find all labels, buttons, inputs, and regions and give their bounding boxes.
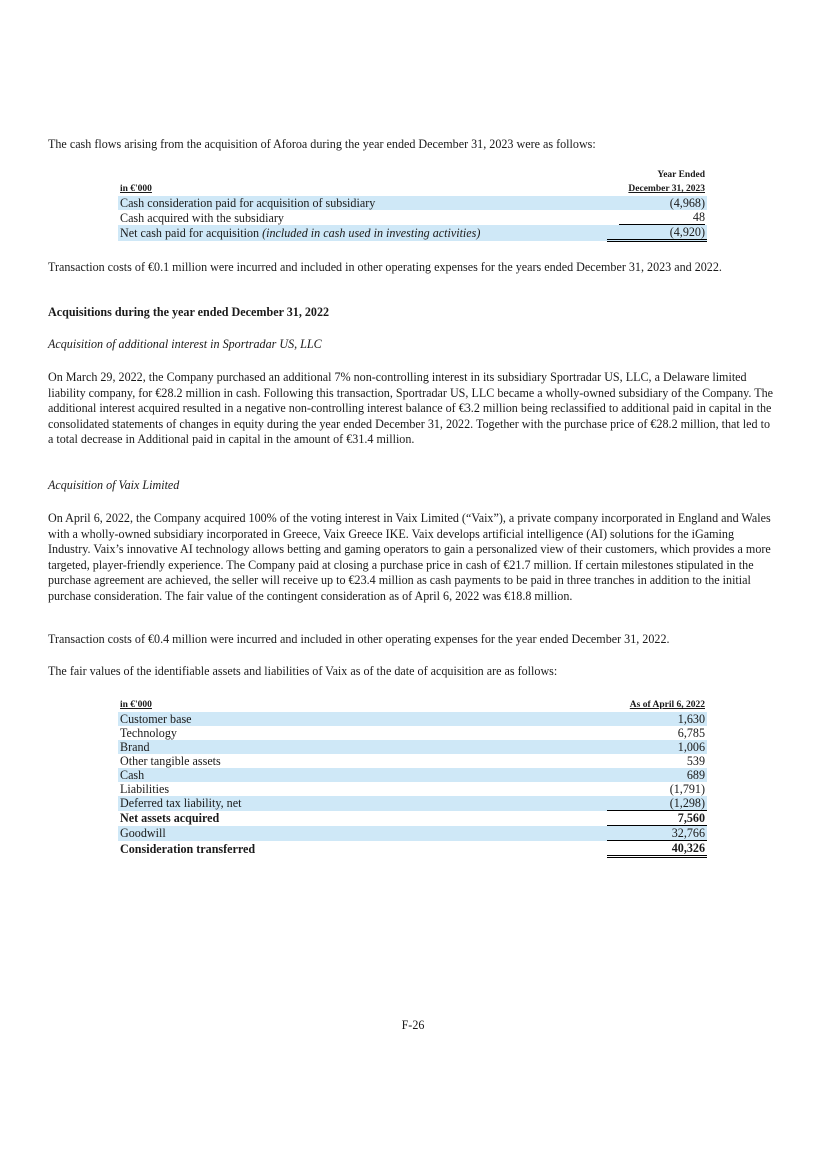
row-value: 7,560 bbox=[677, 811, 705, 825]
table-row bbox=[118, 826, 707, 841]
row-label: Brand bbox=[118, 740, 607, 754]
table-row bbox=[118, 712, 707, 726]
column-header-unit: in €'000 bbox=[120, 184, 152, 194]
row-label: Goodwill bbox=[118, 826, 607, 841]
row-label-text: Net cash paid for acquisition bbox=[120, 225, 260, 240]
table-row-subtotal bbox=[118, 811, 707, 826]
table-row bbox=[118, 754, 707, 768]
row-value: 1,006 bbox=[607, 740, 707, 754]
row-label: Cash consideration paid for acquisition of subsidiary bbox=[118, 196, 607, 210]
transaction-costs-2023: Transaction costs of €0.1 million were incurred and included in other operating expenses for the years ended December 31, 2023 and 2022. bbox=[48, 260, 722, 274]
header-line-2: December 31, 2023 bbox=[628, 184, 705, 194]
row-value: 539 bbox=[686, 754, 705, 768]
vaix-paragraph: On April 6, 2022, the Company acquired 100% of the voting interest in Vaix Limited (“Vaix”), a private company incorporated in England and Wales with a wholly-owned subsidiary incorporated in Greece, Vaix Greece IKE. Vaix develops artificial intelligence (AI) solutions for the iGaming Industry. Vaix’s innovative AI technology allows betting and gaming operators to gain a personalized view of their customers, which provides a more targeted, player-friendly experience. The Company paid at closing a purchase price in cash of €21.7 million. If certain milestones stipulated in the purchase agreement are achieved, the seller will receive up to €23.4 million as cash payments to be paid in three tranches in addition to the initial purchase consideration. The fair value of the contingent consideration as of April 6, 2022 was €18.8 million. bbox=[48, 511, 771, 603]
row-label: Consideration transferred bbox=[120, 841, 256, 856]
column-header-period bbox=[607, 168, 707, 196]
table-row bbox=[118, 196, 707, 210]
table-header bbox=[118, 698, 707, 712]
row-value: (1,791) bbox=[669, 782, 705, 796]
table-row bbox=[118, 726, 707, 740]
transaction-costs-2022: Transaction costs of €0.4 million were incurred and included in other operating expenses for the year ended December 31, 2022. bbox=[48, 632, 670, 646]
vaix-fair-value-table bbox=[118, 698, 707, 858]
row-value: 1,630 bbox=[607, 712, 707, 726]
row-label: Other tangible assets bbox=[120, 754, 221, 768]
row-label: Net assets acquired bbox=[120, 811, 220, 825]
table-row bbox=[118, 796, 707, 811]
row-label: Deferred tax liability, net bbox=[118, 796, 607, 811]
row-value: 32,766 bbox=[607, 826, 707, 841]
subheading-sportradar-us: Acquisition of additional interest in Sportradar US, LLC bbox=[48, 337, 322, 351]
row-label bbox=[118, 225, 607, 241]
row-value-text: 48 bbox=[619, 210, 705, 225]
row-value: (4,920) bbox=[607, 225, 707, 241]
row-label: Customer base bbox=[118, 712, 607, 726]
row-label: Liabilities bbox=[120, 782, 170, 796]
table-row bbox=[118, 210, 707, 225]
row-value: 689 bbox=[607, 768, 707, 782]
row-value: 6,785 bbox=[677, 726, 705, 740]
row-label: Cash bbox=[118, 768, 607, 782]
sportradar-us-paragraph: On March 29, 2022, the Company purchased an additional 7% non-controlling interest in its subsidiary Sportradar US, LLC, a Delaware limited liability company, for €28.2 million in cash. Following this transaction, Sportradar US, LLC became a wholly-owned subsidiary of the Company. The additional interest acquired resulted in a negative non-controlling interest balance of €3.2 million being reclassified to additional paid in capital in the consolidated statements of changes in equity during the year ended December 31, 2022. Together with the purchase price of €28.2 million, that led to a total decrease in Additional paid in capital in the amount of €31.4 million. bbox=[48, 370, 774, 446]
table-row-total bbox=[118, 841, 707, 857]
row-label: Technology bbox=[120, 726, 177, 740]
row-value: (4,968) bbox=[607, 196, 707, 210]
column-header-date: As of April 6, 2022 bbox=[629, 700, 705, 710]
header-line-1: Year Ended bbox=[657, 170, 705, 180]
subheading-vaix: Acquisition of Vaix Limited bbox=[48, 478, 180, 492]
page-number: F-26 bbox=[401, 1018, 425, 1032]
row-label: Cash acquired with the subsidiary bbox=[120, 210, 284, 225]
column-header-unit: in €'000 bbox=[120, 700, 152, 710]
table-row bbox=[118, 782, 707, 796]
intro-paragraph: The cash flows arising from the acquisition of Aforoa during the year ended December 31, 2023 were as follows: bbox=[48, 137, 596, 151]
fair-values-intro: The fair values of the identifiable assets and liabilities of Vaix as of the date of acquisition are as follows: bbox=[48, 664, 558, 678]
table-row bbox=[118, 225, 707, 241]
row-value: 40,326 bbox=[607, 841, 707, 857]
row-value bbox=[607, 210, 707, 225]
section-heading: Acquisitions during the year ended December 31, 2022 bbox=[48, 305, 330, 319]
table-row bbox=[118, 768, 707, 782]
row-value: (1,298) bbox=[607, 796, 707, 811]
table-header bbox=[118, 168, 707, 196]
aforoa-cash-flow-table bbox=[118, 168, 707, 242]
row-label-italic: (included in cash used in investing activities) bbox=[262, 225, 481, 240]
table-row bbox=[118, 740, 707, 754]
